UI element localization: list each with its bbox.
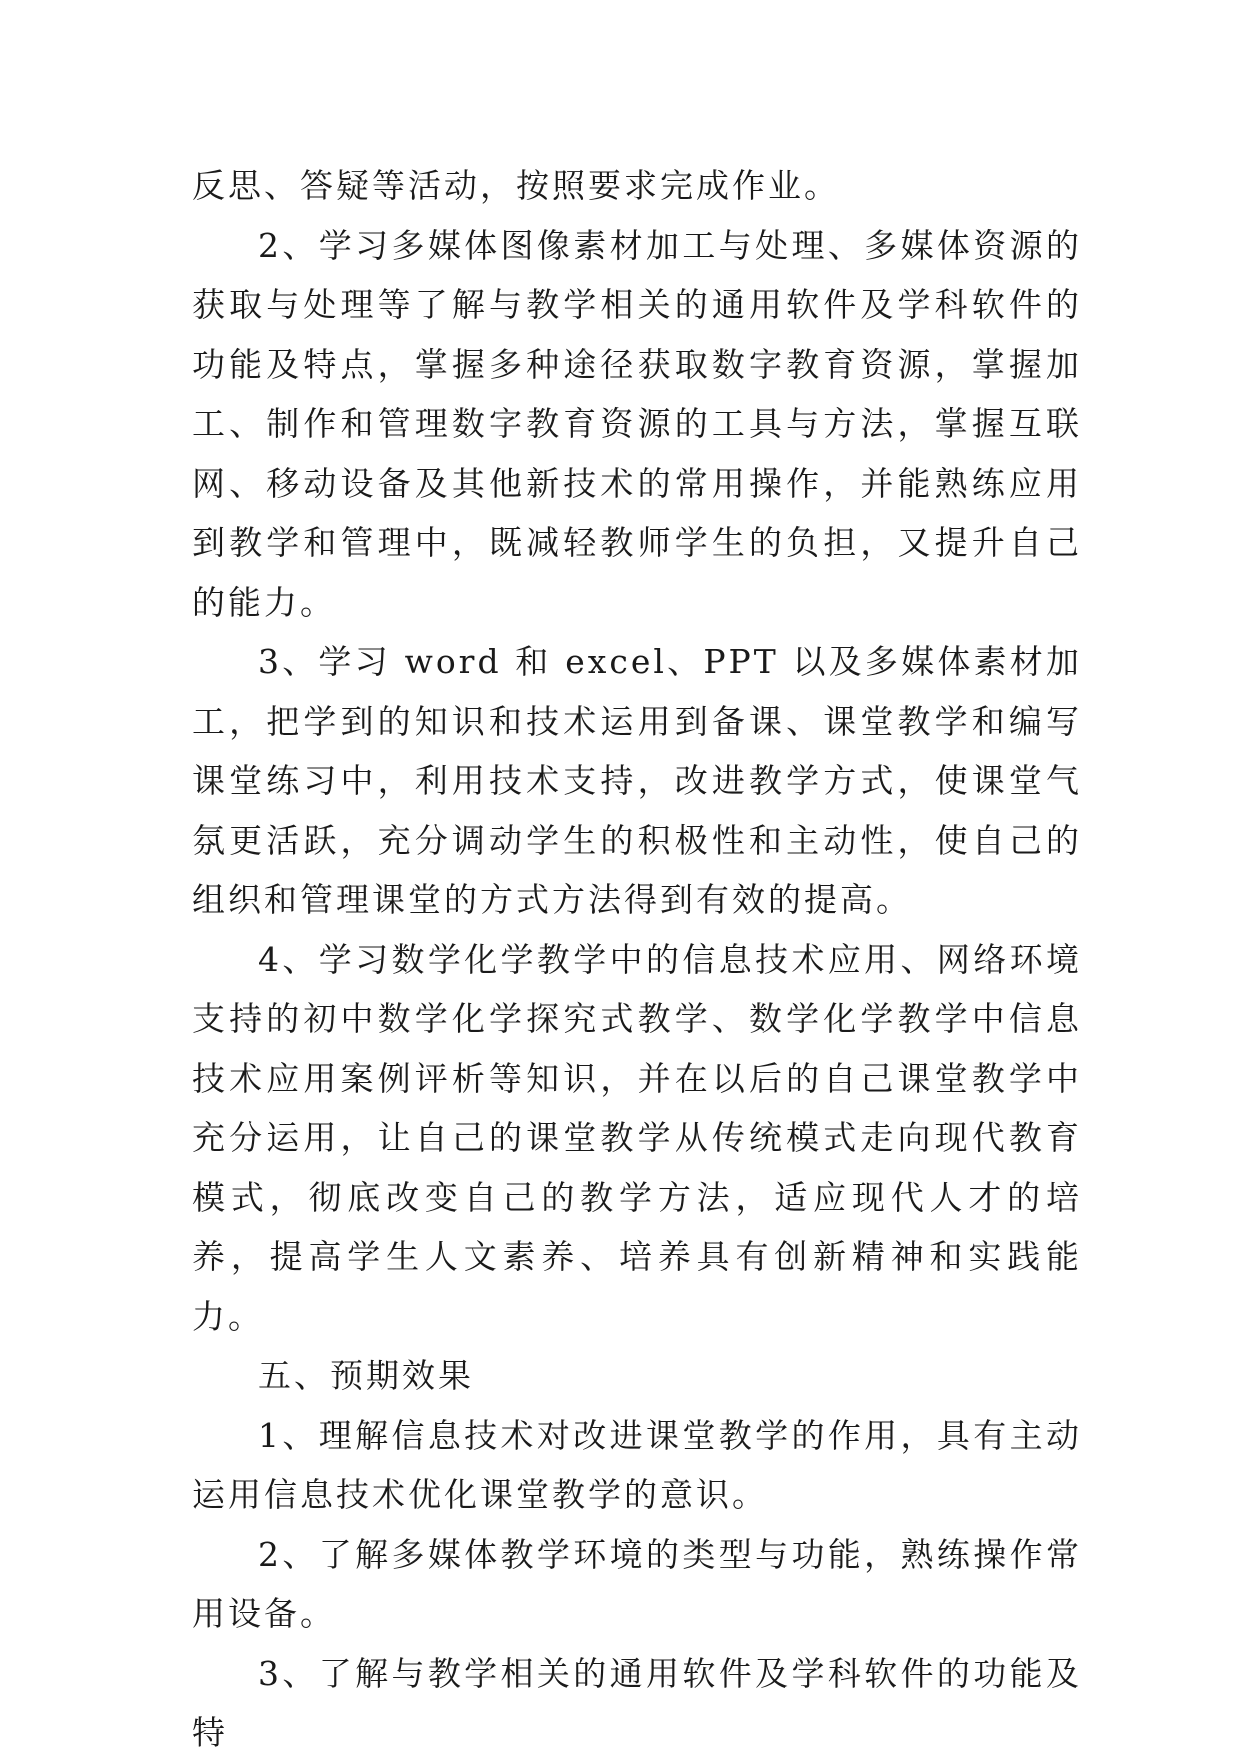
paragraph-effect-3: 3、了解与教学相关的通用软件及学科软件的功能及特: [192, 1653, 1082, 1752]
paragraph-item-3: 3、学习 word 和 excel、PPT 以及多媒体素材加工，把学到的知识和技术运用到备课、课堂教学和编写课堂练习中，利用技术支持，改进教学方式，使课堂气氛更活跃，充分调动学生的积极性和主动性，使自己的组织和管理课堂的方式方法得到有效的提高。: [192, 642, 1082, 919]
paragraph-item-4: 4、学习数学化学教学中的信息技术应用、网络环境支持的初中数学化学探究式教学、数学化学教学中信息技术应用案例评析等知识，并在以后的自己课堂教学中充分运用，让自己的课堂教学从传统模式走向现代教育模式，彻底改变自己的教学方法，适应现代人才的培养，提高学生人文素养、培养具有创新精神和实践能力。: [192, 939, 1082, 1336]
document-body: [192, 156, 1082, 1763]
paragraph-effect-1: 1、理解信息技术对改进课堂教学的作用，具有主动运用信息技术优化课堂教学的意识。: [192, 1415, 1082, 1514]
paragraph-effect-2: 2、了解多媒体教学环境的类型与功能，熟练操作常用设备。: [192, 1534, 1082, 1633]
paragraph-continuation: 反思、答疑等活动，按照要求完成作业。: [192, 166, 840, 205]
paragraph-item-2: 2、学习多媒体图像素材加工与处理、多媒体资源的获取与处理等了解与教学相关的通用软件及学科软件的功能及特点，掌握多种途径获取数字教育资源，掌握加工、制作和管理数字教育资源的工具与方法，掌握互联网、移动设备及其他新技术的常用操作，并能熟练应用到教学和管理中，既减轻教师学生的负担，又提升自己的能力。: [192, 225, 1082, 622]
section-heading-expected-results: 五、预期效果: [258, 1356, 474, 1395]
